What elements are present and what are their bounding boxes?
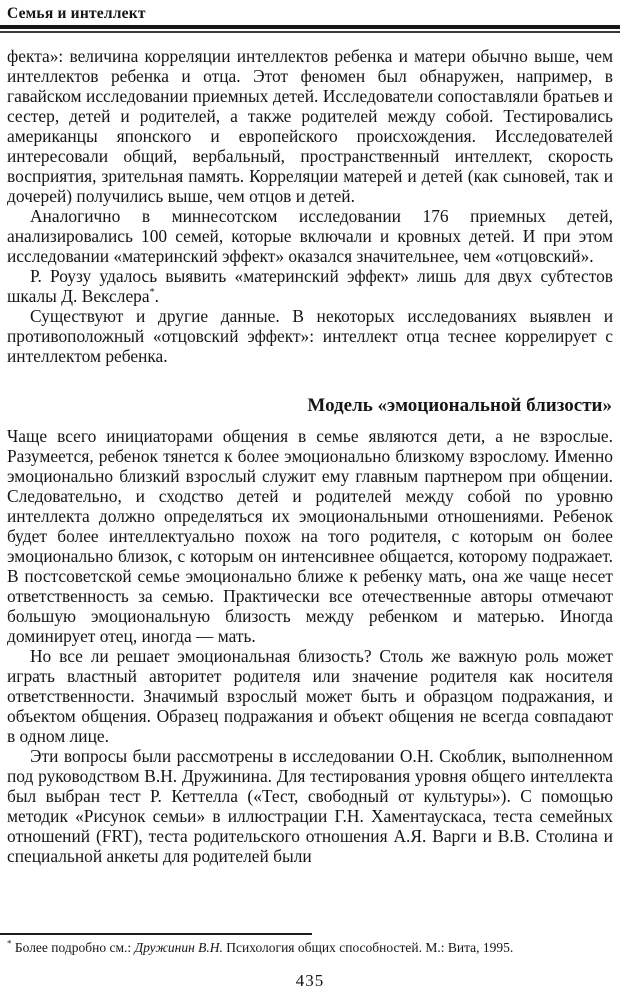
- footnote-text: Психология общих способностей. М.: Вита, 1995.: [222, 940, 514, 955]
- footnote-rule: [0, 933, 312, 935]
- paragraph: Чаще всего инициаторами общения в семье являются дети, а не взрослые. Разумеется, ребенок тянется к более эмоционально близкому взрослому. Именно эмоционально близкий взрослый служит ему главным партнером при общении. Следовательно, и сходство детей и родителей между собой по уровню интеллекта должно определяться их эмоциональными отношениями. Ребенок будет более интеллектуально похож на того родителя, с которым он более эмоционально близок, с которым он интенсивнее общается, которому подражает. В постсоветской семье эмоционально ближе к ребенку мать, она же чаще несет ответственность за семью. Практически все отечественные авторы отмечают большую эмоциональную близость между ребенком и матерью. Иногда доминирует отец, иногда — мать.: [7, 426, 613, 646]
- running-head: Семья и интеллект: [7, 5, 146, 22]
- footnote-reference-marker: *: [149, 287, 155, 299]
- paragraph-text: .: [154, 286, 159, 306]
- paragraph: Существуют и другие данные. В некоторых исследованиях выявлен и противоположный «отцовский эффект»: интеллект отца теснее коррелирует с интеллектом ребенка.: [7, 306, 613, 366]
- page-body: [7, 46, 613, 931]
- section-heading: Модель «эмоциональной близости»: [307, 395, 612, 416]
- page-number: 435: [295, 971, 325, 990]
- paragraph: Аналогично в миннесотском исследовании 176 приемных детей, анализировались 100 семей, которые включали и кровных детей. И при этом исследовании «материнский эффект» оказался значительнее, чем «отцовский».: [7, 206, 613, 266]
- page-header: [7, 5, 613, 33]
- paragraph: Но все ли решает эмоциональная близость? Столь же важную роль может играть властный авторитет родителя или значение родителя как носителя ответственности. Значимый взрослый может быть и образцом подражания, и объектом общения. Образец подражания и объект общения не всегда совпадают в одном лице.: [7, 646, 613, 746]
- header-rule: [0, 25, 620, 33]
- paragraph: фекта»: величина корреляции интеллектов ребенка и матери обычно выше, чем интеллектов ребенка и отца. Этот феномен был обнаружен, например, в гавайском исследовании приемных детей. Исследователи сопоставляли братьев и сестер, детей и родителей, а также родителей между собой. Тестировались американцы японского и европейского происхождения. Исследователей интересовали общий, вербальный, пространственный интеллект, скорость восприятия, зрительная память. Корреляции матерей и детей (как сыновей, так и дочерей) получились выше, чем отцов и детей.: [7, 46, 613, 206]
- paragraph-text: Р. Роузу удалось выявить «материнский эффект» лишь для двух субтестов шкалы Д. Векслера: [7, 266, 613, 306]
- footnote: [7, 940, 613, 956]
- paragraph: Эти вопросы были рассмотрены в исследовании О.Н. Скоблик, выполненном под руководством В.Н. Дружинина. Для тестирования уровня общего интеллекта был выбран тест Р. Кеттелла («Тест, свободный от культуры»). С помощью методик «Рисунок семьи» в иллюстрации Г.Н. Хаментаускаса, теста семейных отношений (FRT), теста родительского отношения А.Я. Варги и В.В. Столина и специальной анкеты для родителей были: [7, 746, 613, 866]
- footnote-marker: *: [7, 938, 12, 949]
- footnote-author: Дружинин В.Н.: [134, 940, 223, 955]
- footnote-text: Более подробно см.:: [11, 940, 135, 955]
- paragraph: [7, 266, 613, 306]
